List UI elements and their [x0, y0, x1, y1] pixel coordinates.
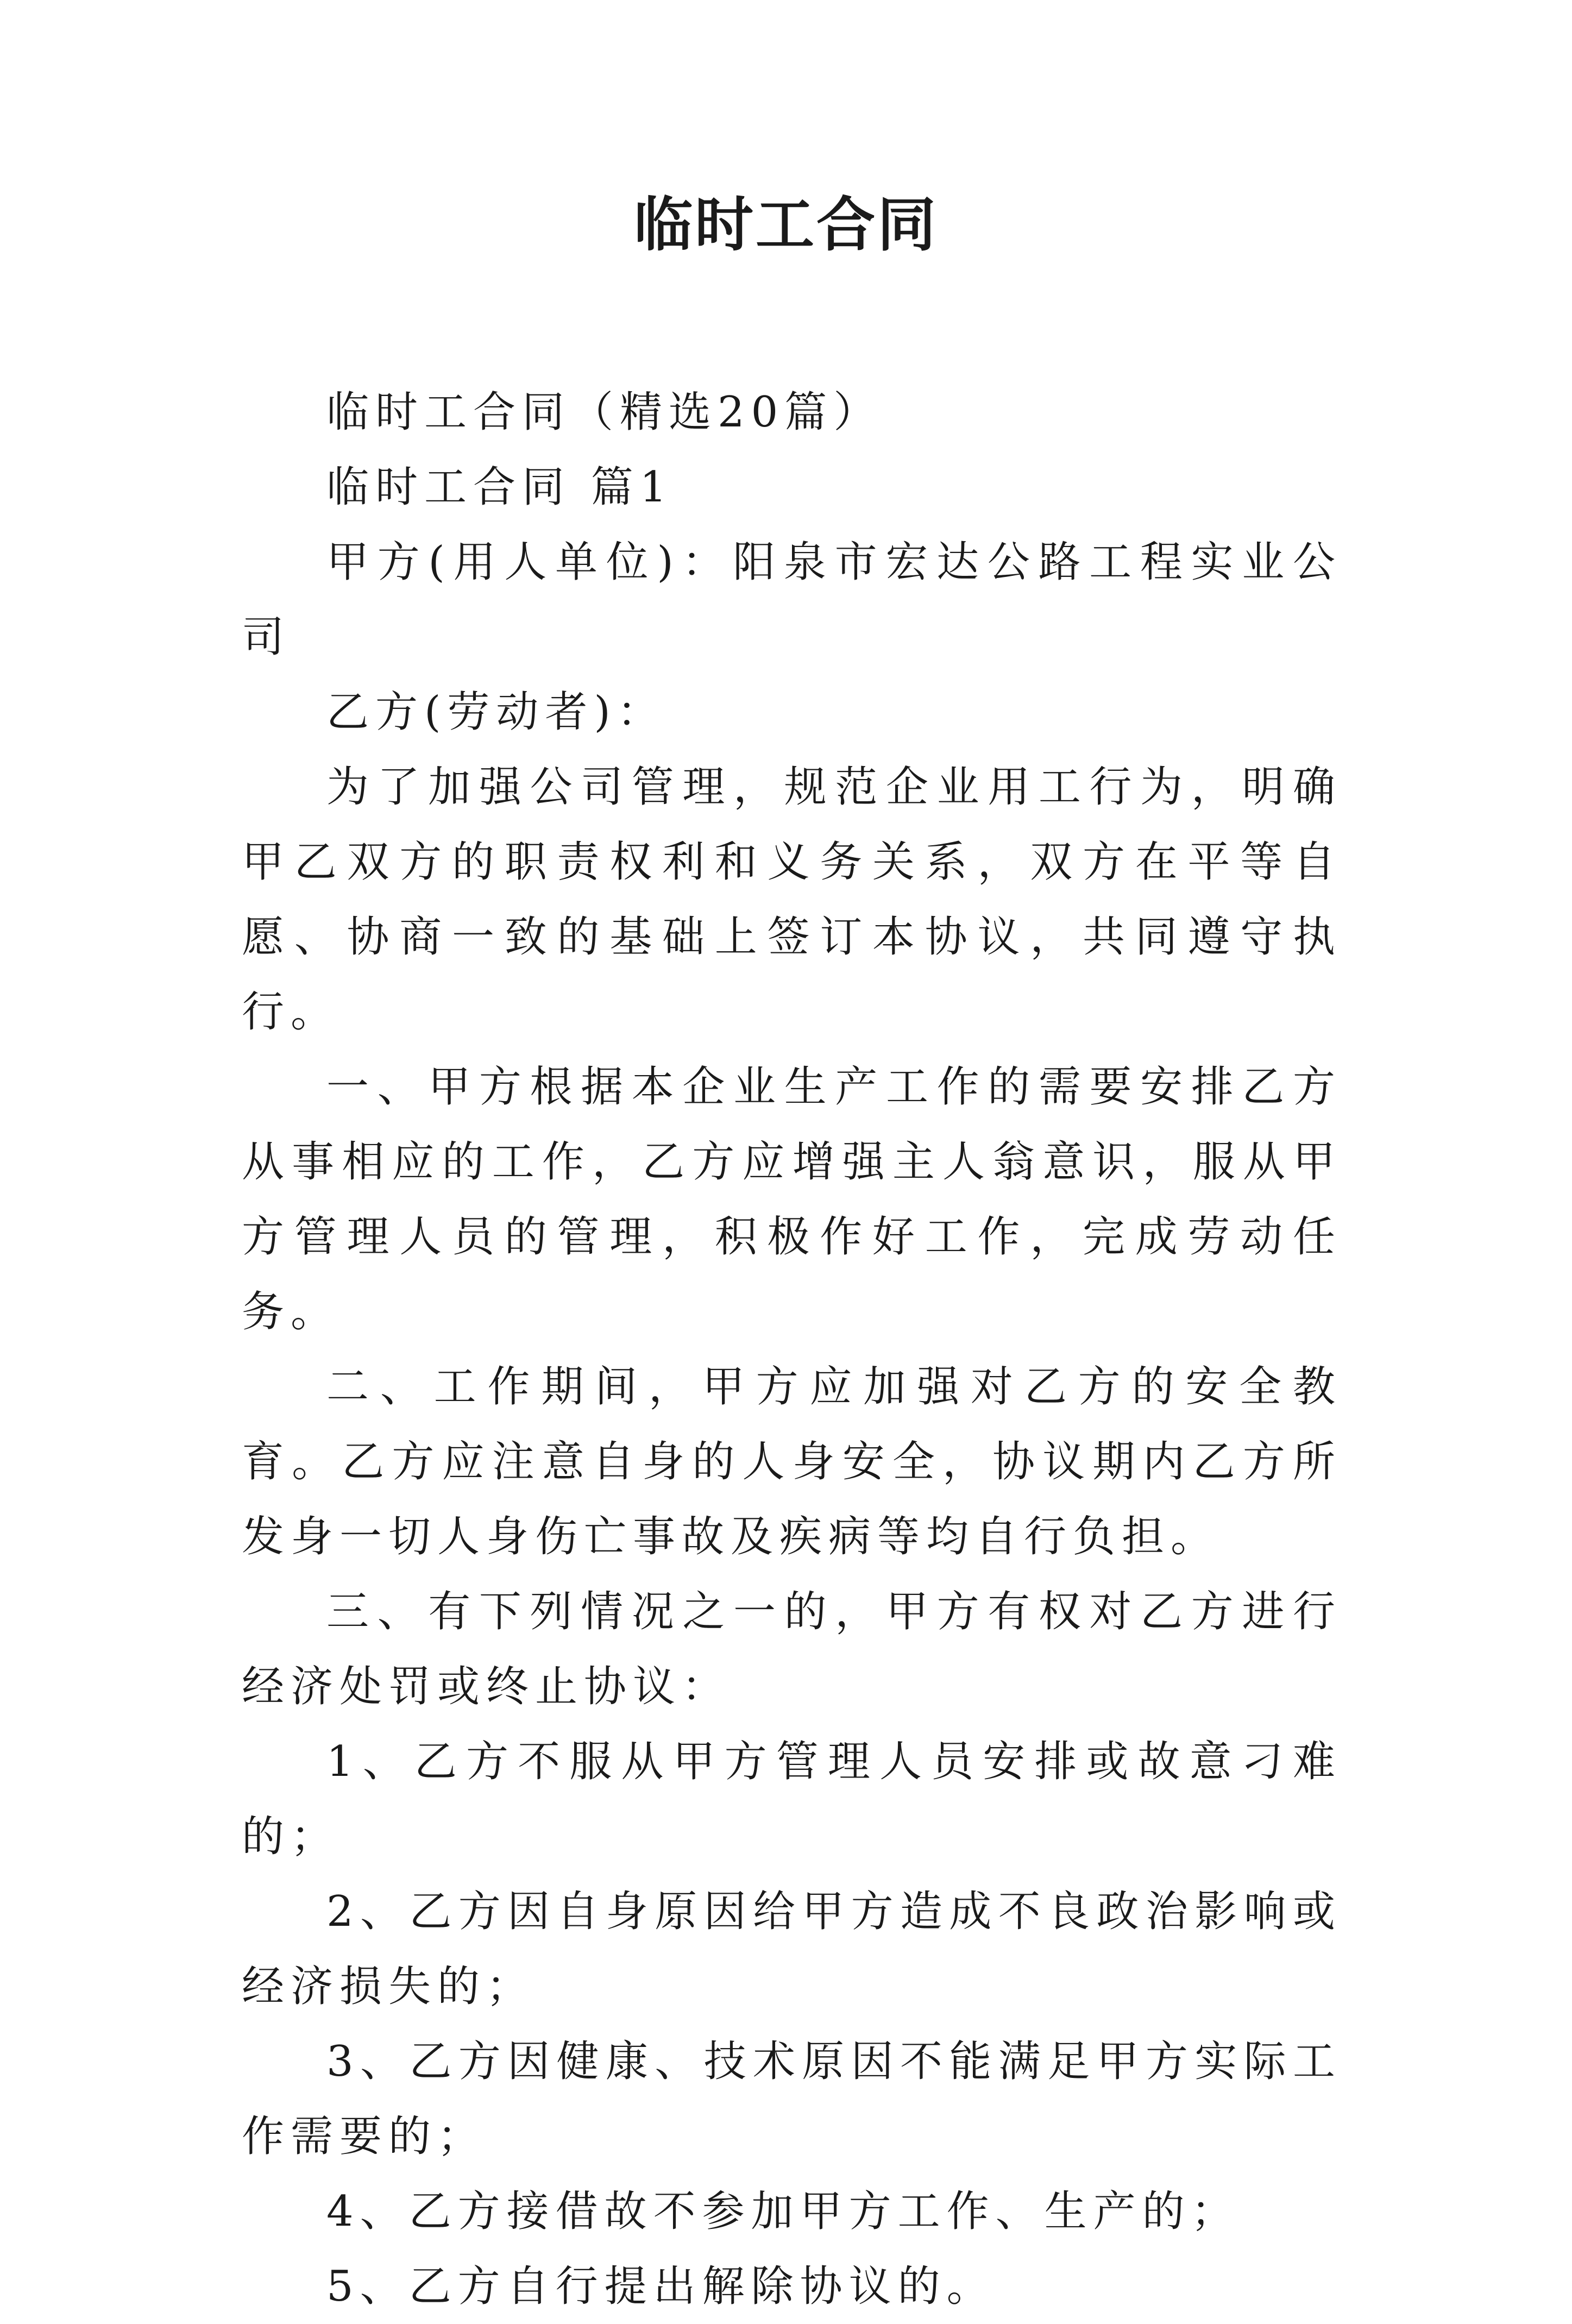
paragraph-section-heading: 临时工合同 篇1	[326, 463, 674, 512]
list-item: 3、乙方因健康、技术原因不能满足甲方实际工作需要的；	[242, 2037, 1342, 2161]
paragraph-party-a: 甲方(用人单位)：阳泉市宏达公路工程实业公司	[242, 538, 1342, 662]
list-item: 4、乙方接借故不参加甲方工作、生产的；	[326, 2187, 1240, 2236]
list-item: 1、乙方不服从甲方管理人员安排或故意刁难的；	[242, 1737, 1342, 1861]
list-item: 5、乙方自行提出解除协议的。	[326, 2262, 996, 2311]
list-item: 2、乙方因自身原因给甲方造成不良政治影响或经济损失的；	[242, 1887, 1342, 2011]
paragraph-clause-2: 二、工作期间，甲方应加强对乙方的安全教育。乙方应注意自身的人身安全，协议期内乙方所发身一切人身伤亡事故及疾病等均自行负担。	[242, 1362, 1342, 1561]
paragraph-party-b: 乙方(劳动者)：	[326, 688, 666, 737]
document-body	[242, 375, 1342, 2324]
document-title: 临时工合同	[633, 191, 938, 259]
paragraph-subtitle: 临时工合同（精选20篇）	[326, 388, 883, 437]
paragraph-clause-1: 一、甲方根据本企业生产工作的需要安排乙方从事相应的工作，乙方应增强主人翁意识，服从甲方管理人员的管理，积极作好工作，完成劳动任务。	[242, 1063, 1342, 1336]
paragraph-preamble: 为了加强公司管理，规范企业用工行为，明确甲乙双方的职责权利和义务关系，双方在平等自愿、协商一致的基础上签订本协议，共同遵守执行。	[242, 763, 1342, 1037]
paragraph-clause-3: 三、有下列情况之一的，甲方有权对乙方进行经济处罚或终止协议：	[242, 1587, 1342, 1711]
